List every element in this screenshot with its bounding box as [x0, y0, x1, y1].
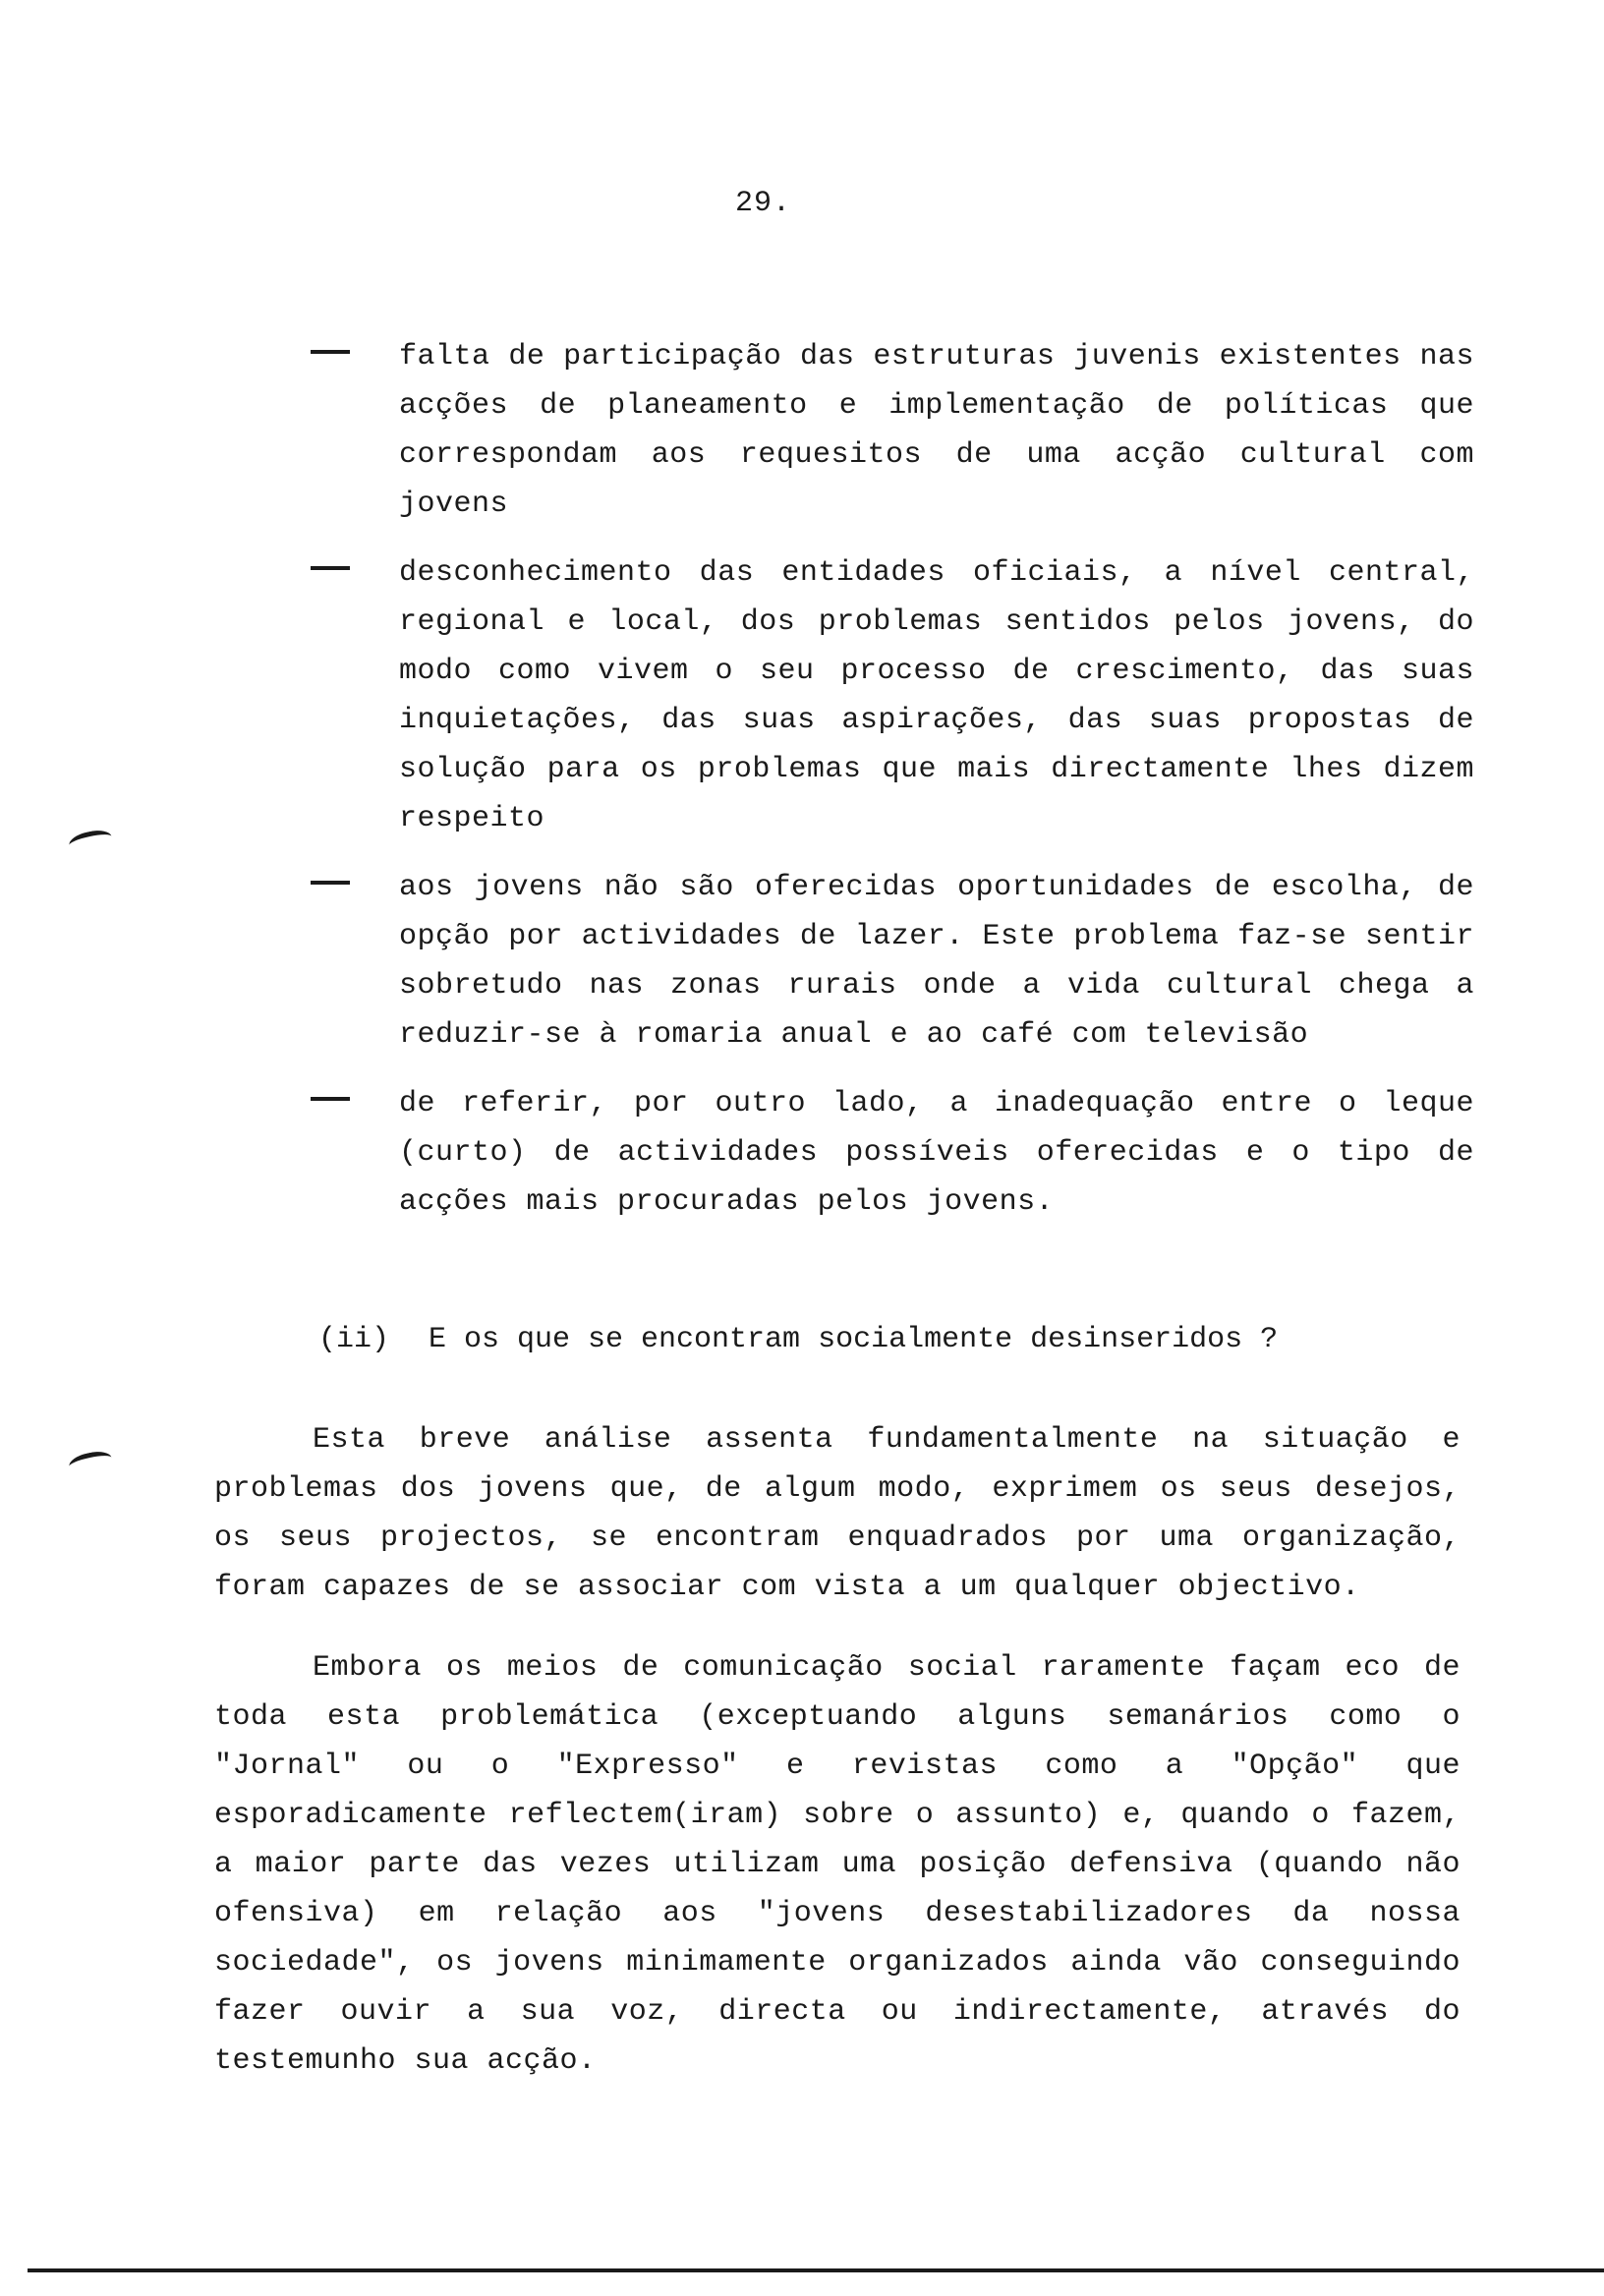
bullet-text: de referir, por outro lado, a inadequação entre o leque (curto) de actividades possíveis oferecidas e o tipo de acções mais procuradas pelos jovens. [399, 1087, 1474, 1219]
bullet-text: falta de participação das estruturas juvenis existentes nas acções de planeamento e implementação de políticas que correspondam aos requesitos de uma acção cultural com jovens [399, 340, 1474, 521]
bullet-item [315, 548, 1474, 843]
margin-mark-icon [68, 828, 114, 855]
margin-mark-icon [68, 1449, 114, 1476]
section-number: (ii) [318, 1323, 390, 1356]
dash-icon [311, 881, 350, 885]
section-title: E os que se encontram socialmente desinseridos ? [429, 1323, 1279, 1356]
paragraph: Esta breve análise assenta fundamentalmente na situação e problemas dos jovens que, de algum modo, exprimem os seus desejos, os seus projectos, se encontram enquadrados por uma organização, foram capazes de se associar com vista a um qualquer objectivo. [214, 1423, 1461, 1604]
bottom-rule [28, 2268, 1604, 2272]
bullet-item [315, 863, 1474, 1060]
dash-icon [311, 350, 350, 354]
paragraph: Embora os meios de comunicação social raramente façam eco de toda esta problemática (exceptuando alguns semanários como o "Jornal" ou o "Expresso" e revistas como a "Opção" que esporadicamente reflectem(iram) sobre o assunto) e, quando o fazem, a maior parte das vezes utilizam uma posição defensiva (quando não ofensiva) em relação aos "jovens desestabilizadores da nossa sociedade", os jovens minimamente organizados ainda vão conseguindo fazer ouvir a sua voz, directa ou indirectamente, através do testemunho sua acção. [214, 1651, 1461, 2078]
bullet-text: desconhecimento das entidades oficiais, a nível central, regional e local, dos problemas sentidos pelos jovens, do modo como vivem o seu processo de crescimento, das suas inquietações, das suas aspirações, das suas propostas de solução para os problemas que mais directamente lhes dizem respeito [399, 556, 1474, 835]
page-number: 29. [735, 187, 792, 220]
bullet-text: aos jovens não são oferecidas oportunidades de escolha, de opção por actividades de lazer. Este problema faz-se sentir sobretudo nas zonas rurais onde a vida cultural chega a reduzir-se à romaria anual e ao café com televisão [399, 871, 1474, 1052]
bullet-item [315, 332, 1474, 529]
dash-icon [311, 1097, 350, 1101]
body-text [214, 1415, 1461, 2117]
section-heading [318, 1315, 1449, 1364]
bullet-list [315, 332, 1474, 1246]
bullet-item [315, 1079, 1474, 1227]
dash-icon [311, 566, 350, 570]
